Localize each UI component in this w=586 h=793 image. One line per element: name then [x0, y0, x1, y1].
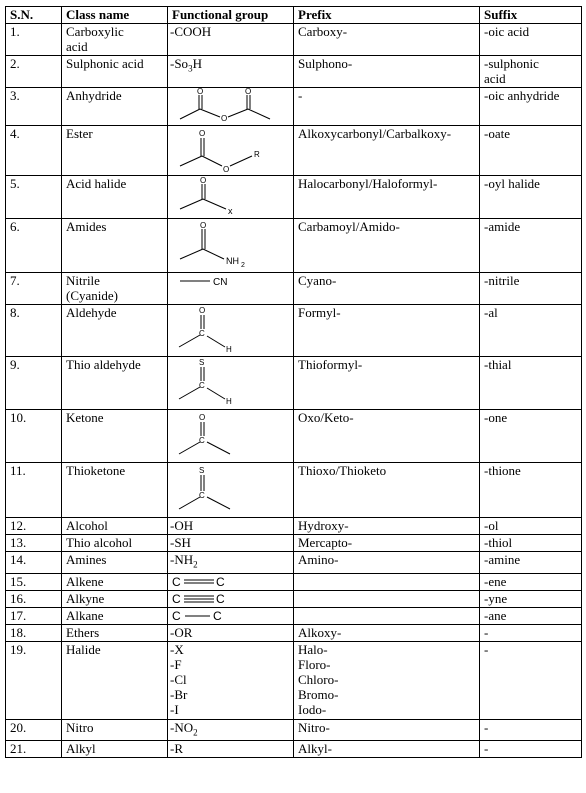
suffix-cell: -thial: [480, 357, 582, 410]
functional-group-cell: [168, 176, 294, 219]
suffix-cell: -thione: [480, 463, 582, 518]
svg-text:O: O: [223, 165, 230, 174]
functional-group-cell: [168, 219, 294, 273]
header-prefix: Prefix: [294, 7, 480, 24]
class-name-cell: Alkene: [62, 573, 168, 590]
svg-text:C: C: [172, 591, 181, 606]
prefix-cell: Cyano-: [294, 273, 480, 305]
svg-text:O: O: [199, 413, 206, 422]
table-row: [6, 410, 582, 463]
svg-text:H: H: [226, 345, 232, 354]
table-row: [6, 741, 582, 758]
sn-cell: 20.: [6, 719, 62, 741]
svg-text:O: O: [197, 88, 204, 96]
sn-cell: 19.: [6, 641, 62, 719]
prefix-cell: Carbamoyl/Amido-: [294, 219, 480, 273]
class-name-cell: Ketone: [62, 410, 168, 463]
sn-cell: 10.: [6, 410, 62, 463]
prefix-cell: [294, 607, 480, 624]
svg-text:R: R: [254, 150, 260, 159]
class-name-cell: Alcohol: [62, 518, 168, 535]
suffix-cell: -yne: [480, 590, 582, 607]
svg-text:C: C: [199, 491, 205, 500]
functional-group-cell: [168, 126, 294, 176]
suffix-cell: -thiol: [480, 535, 582, 552]
suffix-cell: -al: [480, 305, 582, 357]
prefix-cell: Oxo/Keto-: [294, 410, 480, 463]
sn-cell: 12.: [6, 518, 62, 535]
svg-text:2: 2: [241, 262, 245, 269]
functional-groups-table: [5, 6, 582, 758]
table-row: [6, 24, 582, 56]
functional-group-cell: -R: [168, 741, 294, 758]
prefix-cell: Sulphono-: [294, 56, 480, 88]
functional-group-cell: [168, 463, 294, 518]
suffix-cell: -ol: [480, 518, 582, 535]
suffix-cell: -: [480, 624, 582, 641]
sn-cell: 11.: [6, 463, 62, 518]
suffix-cell: -amine: [480, 552, 582, 574]
sn-cell: 21.: [6, 741, 62, 758]
prefix-cell: Formyl-: [294, 305, 480, 357]
header-class-name: Class name: [62, 7, 168, 24]
suffix-cell: -oate: [480, 126, 582, 176]
functional-group-cell: -COOH: [168, 24, 294, 56]
alkane-structure: [170, 608, 290, 623]
class-name-cell: Carboxylic acid: [62, 24, 168, 56]
class-name-cell: Thio aldehyde: [62, 357, 168, 410]
functional-group-cell: [168, 410, 294, 463]
class-name-cell: Thio alcohol: [62, 535, 168, 552]
functional-group-cell: [168, 590, 294, 607]
header-functional-group: Functional group: [168, 7, 294, 24]
class-name-cell: Alkane: [62, 607, 168, 624]
class-name-cell: Acid halide: [62, 176, 168, 219]
prefix-cell: Nitro-: [294, 719, 480, 741]
svg-text:C: C: [213, 608, 222, 623]
functional-group-cell: [168, 273, 294, 305]
table-row: [6, 573, 582, 590]
prefix-cell: Thioformyl-: [294, 357, 480, 410]
svg-text:O: O: [245, 88, 252, 96]
svg-text:O: O: [200, 221, 207, 230]
sn-cell: 2.: [6, 56, 62, 88]
acid-halide-structure: [170, 176, 290, 217]
functional-group-cell: [168, 573, 294, 590]
table-row: [6, 176, 582, 219]
prefix-cell: Amino-: [294, 552, 480, 574]
prefix-cell: Mercapto-: [294, 535, 480, 552]
table-row: [6, 219, 582, 273]
functional-group-cell: -OH: [168, 518, 294, 535]
svg-text:O: O: [221, 114, 228, 123]
class-name-cell: Thioketone: [62, 463, 168, 518]
sn-cell: 1.: [6, 24, 62, 56]
suffix-cell: -amide: [480, 219, 582, 273]
functional-group-cell: [168, 88, 294, 126]
svg-text:O: O: [199, 129, 206, 138]
header-suffix: Suffix: [480, 7, 582, 24]
table-row: [6, 719, 582, 741]
sn-cell: 7.: [6, 273, 62, 305]
amide-structure: [170, 219, 290, 271]
header-sn: S.N.: [6, 7, 62, 24]
sn-cell: 18.: [6, 624, 62, 641]
table-row: [6, 273, 582, 305]
prefix-cell: -: [294, 88, 480, 126]
suffix-cell: -sulphonic acid: [480, 56, 582, 88]
alkyne-structure: [170, 591, 290, 606]
sn-cell: 6.: [6, 219, 62, 273]
class-name-cell: Ethers: [62, 624, 168, 641]
suffix-cell: -one: [480, 410, 582, 463]
svg-text:C: C: [216, 574, 225, 589]
class-name-cell: Aldehyde: [62, 305, 168, 357]
svg-text:S: S: [199, 466, 205, 475]
svg-text:C: C: [199, 329, 205, 338]
table-row: [6, 56, 582, 88]
aldehyde-structure: [170, 305, 290, 355]
sn-cell: 15.: [6, 573, 62, 590]
suffix-cell: -oic acid: [480, 24, 582, 56]
class-name-cell: Nitro: [62, 719, 168, 741]
sn-cell: 14.: [6, 552, 62, 574]
table-row: [6, 590, 582, 607]
table-row: [6, 126, 582, 176]
sn-cell: 17.: [6, 607, 62, 624]
table-row: [6, 624, 582, 641]
prefix-cell: Alkyl-: [294, 741, 480, 758]
class-name-cell: Sulphonic acid: [62, 56, 168, 88]
suffix-cell: -nitrile: [480, 273, 582, 305]
ester-structure: [170, 126, 290, 174]
anhydride-structure: [170, 88, 290, 124]
table-row: [6, 641, 582, 719]
alkene-structure: [170, 574, 290, 589]
sn-cell: 5.: [6, 176, 62, 219]
table-header-row: [6, 7, 582, 24]
table-row: [6, 305, 582, 357]
suffix-cell: -: [480, 741, 582, 758]
sn-cell: 9.: [6, 357, 62, 410]
svg-text:O: O: [199, 306, 206, 315]
prefix-cell: Halocarbonyl/Haloformyl-: [294, 176, 480, 219]
prefix-cell: Alkoxycarbonyl/Carbalkoxy-: [294, 126, 480, 176]
ketone-structure: [170, 410, 290, 461]
class-name-cell: Alkyne: [62, 590, 168, 607]
class-name-cell: Halide: [62, 641, 168, 719]
functional-group-cell: [168, 305, 294, 357]
table-row: [6, 357, 582, 410]
functional-group-cell: $-So_3H$: [168, 56, 294, 88]
table-row: [6, 552, 582, 574]
sn-cell: 4.: [6, 126, 62, 176]
prefix-cell: Thioxo/Thioketo: [294, 463, 480, 518]
sn-cell: 3.: [6, 88, 62, 126]
svg-text:x: x: [228, 206, 233, 216]
suffix-cell: -: [480, 719, 582, 741]
table-row: [6, 607, 582, 624]
suffix-cell: -ene: [480, 573, 582, 590]
svg-text:S: S: [199, 358, 205, 367]
prefix-cell: Hydroxy-: [294, 518, 480, 535]
svg-text:C: C: [199, 436, 205, 445]
svg-text:NH: NH: [226, 256, 239, 266]
thio-aldehyde-structure: [170, 357, 290, 408]
prefix-cell: Carboxy-: [294, 24, 480, 56]
class-name-cell: Nitrile (Cyanide): [62, 273, 168, 305]
functional-group-cell: -SH: [168, 535, 294, 552]
svg-text:C: C: [199, 381, 205, 390]
sn-cell: 13.: [6, 535, 62, 552]
thioketone-structure: [170, 463, 290, 516]
nitrile-structure: [170, 273, 290, 289]
table-row: [6, 535, 582, 552]
class-name-cell: Ester: [62, 126, 168, 176]
svg-text:C: C: [216, 591, 225, 606]
functional-group-cell: -X -F -Cl -Br -I: [168, 641, 294, 719]
prefix-cell: Alkoxy-: [294, 624, 480, 641]
suffix-cell: -: [480, 641, 582, 719]
sn-cell: 8.: [6, 305, 62, 357]
class-name-cell: Alkyl: [62, 741, 168, 758]
svg-text:CN: CN: [213, 277, 228, 288]
suffix-cell: -oyl halide: [480, 176, 582, 219]
svg-text:C: C: [172, 608, 181, 623]
svg-text:O: O: [200, 176, 207, 185]
prefix-cell: [294, 590, 480, 607]
functional-group-cell: [168, 607, 294, 624]
table-row: [6, 88, 582, 126]
svg-text:C: C: [172, 574, 181, 589]
suffix-cell: -oic anhydride: [480, 88, 582, 126]
suffix-cell: -ane: [480, 607, 582, 624]
prefix-cell: [294, 573, 480, 590]
functional-group-cell: $-NH_2$: [168, 552, 294, 574]
functional-group-cell: [168, 357, 294, 410]
class-name-cell: Amides: [62, 219, 168, 273]
functional-group-cell: -OR: [168, 624, 294, 641]
class-name-cell: Anhydride: [62, 88, 168, 126]
sn-cell: 16.: [6, 590, 62, 607]
functional-group-cell: $-NO_2$: [168, 719, 294, 741]
class-name-cell: Amines: [62, 552, 168, 574]
prefix-cell: Halo- Floro- Chloro- Bromo- Iodo-: [294, 641, 480, 719]
table-row: [6, 518, 582, 535]
svg-text:H: H: [226, 397, 232, 406]
table-row: [6, 463, 582, 518]
